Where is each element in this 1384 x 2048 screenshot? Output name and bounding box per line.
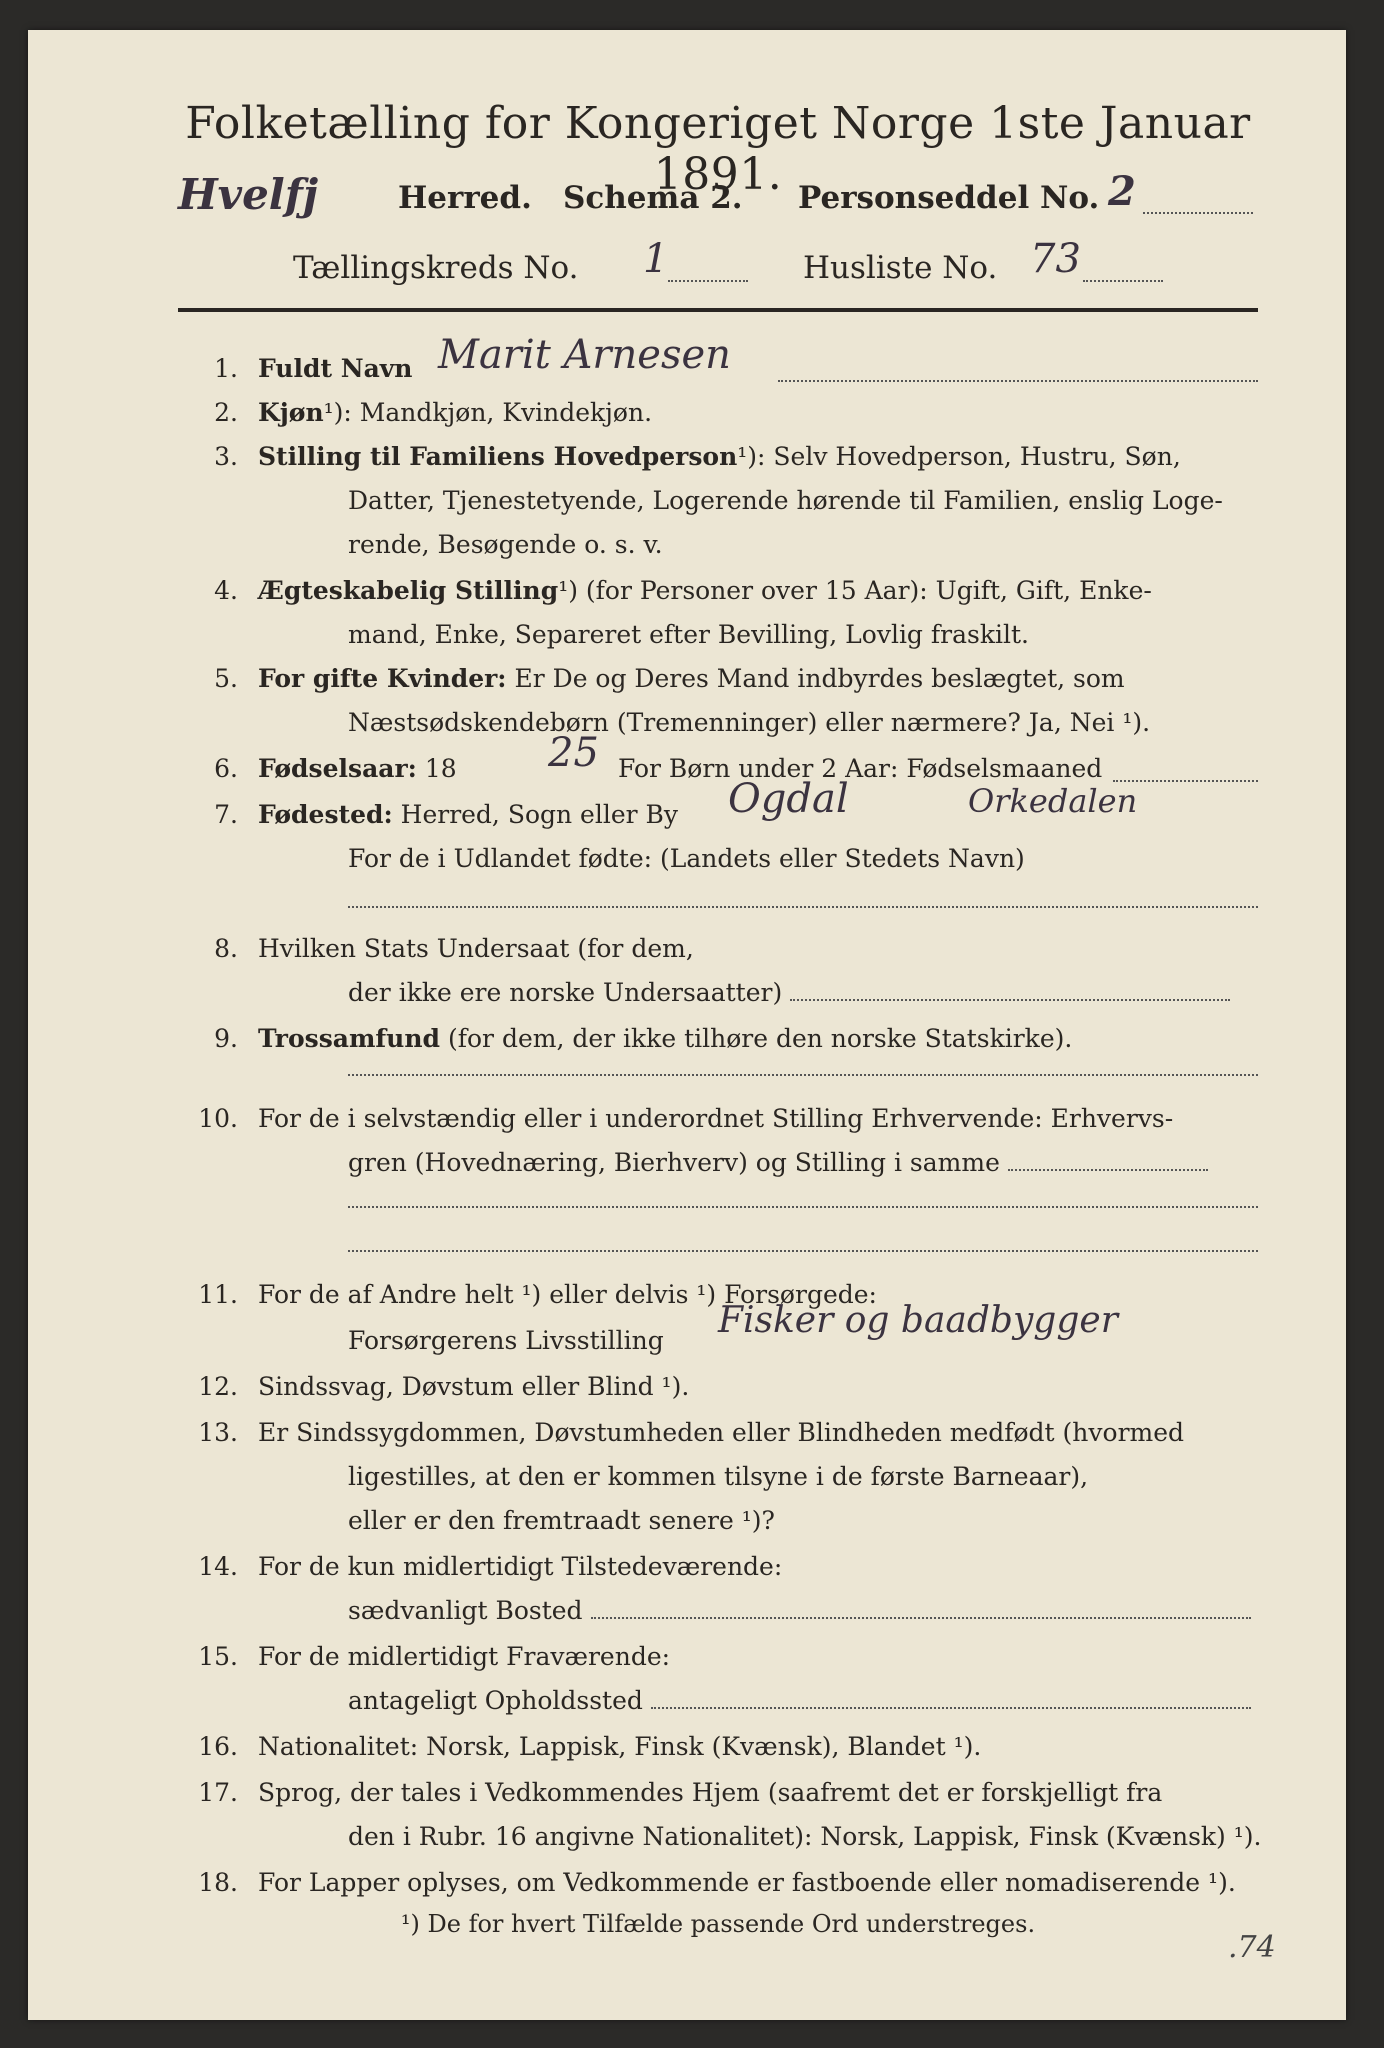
item-4-cont: mand, Enke, Separeret efter Bevilling, Lovlig fraskilt.: [348, 620, 1029, 649]
form-title: Folketælling for Kongeriget Norge 1ste Januar 1891.: [185, 98, 1251, 200]
dots: [778, 356, 1258, 382]
dots: [1008, 1145, 1208, 1171]
item-text: ¹) (for Personer over 15 Aar): Ugift, Gift, Enke-: [558, 576, 1152, 605]
item-8-cont-text: der ikke ere norske Undersaatter): [348, 978, 783, 1007]
item-text: 18: [424, 754, 457, 783]
item-number: 1.: [214, 354, 238, 383]
herred-label: Herred.: [398, 180, 532, 216]
full-name-answer: Marit Arnesen: [438, 332, 731, 378]
husliste-label: Husliste No.: [803, 250, 998, 286]
dots: [591, 1593, 1251, 1619]
personseddel-number: 2: [1108, 168, 1136, 215]
item-text: For de i selvstændig eller i underordnet Stilling Erhvervende: Erhvervs-: [258, 1104, 1174, 1133]
item-text: Sindssvag, Døvstum eller Blind ¹).: [258, 1372, 690, 1401]
item-number: 14.: [198, 1552, 238, 1581]
personseddel-label: Personseddel No.: [798, 180, 1100, 216]
item-number: 12.: [198, 1372, 238, 1401]
dots: [1113, 756, 1258, 782]
dotline: [348, 1074, 1258, 1076]
kreds-dots: [668, 256, 748, 282]
dots: [651, 1683, 1251, 1709]
item-number: 18.: [198, 1868, 238, 1897]
item-label: Fuldt Navn: [258, 354, 413, 383]
item-text: Er De og Deres Mand indbyrdes beslægtet, som: [514, 664, 1125, 693]
birthplace-answer: Ogdal: [728, 776, 849, 822]
item-3-cont2: rende, Besøgende o. s. v.: [348, 530, 663, 559]
item-text: For de af Andre helt ¹) eller delvis ¹) Forsørgede:: [258, 1280, 877, 1309]
birthplace-answer-2: Orkedalen: [968, 782, 1138, 820]
item-text: Sprog, der tales i Vedkommendes Hjem (saafremt det er forskjelligt fra: [258, 1778, 1163, 1807]
corner-mark: .74: [1228, 1930, 1276, 1965]
item-text: Hvilken Stats Undersaat (for dem,: [258, 934, 694, 963]
item-11-cont: Forsørgerens Livsstilling: [348, 1326, 664, 1355]
personseddel-dots: [1143, 188, 1253, 214]
item-label: For gifte Kvinder:: [258, 664, 507, 693]
item-label: Kjøn: [258, 398, 324, 427]
item-text: ¹): Mandkjøn, Kvindekjøn.: [323, 398, 653, 427]
item-number: 17.: [198, 1778, 238, 1807]
item-number: 8.: [214, 934, 238, 963]
item-label: Fødested:: [258, 800, 393, 829]
item-number: 13.: [198, 1418, 238, 1447]
item-number: 6.: [214, 754, 238, 783]
item-number: 9.: [214, 1024, 238, 1053]
dotline: [348, 1250, 1258, 1252]
item-14-cont: [348, 1590, 1278, 1632]
item-5-cont: Næstsødskendebørn (Tremenninger) eller nærmere? Ja, Nei ¹).: [348, 708, 1151, 737]
item-text: For de kun midlertidigt Tilstedeværende:: [258, 1552, 783, 1581]
item-label: Trossamfund: [258, 1024, 441, 1053]
dotline: [348, 906, 1258, 908]
item-number: 11.: [198, 1280, 238, 1309]
item-7-cont: For de i Udlandet fødte: (Landets eller Stedets Navn): [348, 844, 1025, 873]
item-number: 4.: [214, 576, 238, 605]
item-number: 7.: [214, 800, 238, 829]
item-14-cont-text: sædvanligt Bosted: [348, 1596, 583, 1625]
item-3-cont: Datter, Tjenestetyende, Logerende hørende til Familien, enslig Loge-: [348, 486, 1223, 515]
item-number: 16.: [198, 1732, 238, 1761]
item-text: For de midlertidigt Fraværende:: [258, 1642, 671, 1671]
dots: [790, 975, 1230, 1001]
item-number: 3.: [214, 442, 238, 471]
item-17-cont: den i Rubr. 16 angivne Nationalitet): Norsk, Lappisk, Finsk (Kvænsk) ¹).: [348, 1822, 1262, 1851]
item-text: (for dem, der ikke tilhøre den norske Statskirke).: [447, 1024, 1073, 1053]
husliste-number: 73: [1030, 236, 1081, 282]
item-13-cont2: eller er den fremtraadt senere ¹)?: [348, 1506, 775, 1535]
item-15-cont: [348, 1680, 1278, 1722]
item-15-cont-text: antageligt Opholdssted: [348, 1686, 643, 1715]
item-13-cont: ligestilles, at den er kommen tilsyne i de første Barneaar),: [348, 1462, 1089, 1491]
dotline: [348, 1206, 1258, 1208]
header-rule: [178, 308, 1258, 312]
kreds-number: 1: [643, 236, 669, 282]
husliste-dots: [1083, 256, 1163, 282]
item-8-cont: [348, 972, 1278, 1014]
item-text: Herred, Sogn eller By: [400, 800, 679, 829]
item-number: 2.: [214, 398, 238, 427]
kreds-label: Tællingskreds No.: [293, 250, 579, 286]
item-number: 15.: [198, 1642, 238, 1671]
birth-year-answer: 25: [548, 730, 599, 776]
herred-name: Hvelfj: [178, 170, 319, 219]
census-form: [28, 30, 1346, 2020]
item-10-cont: [348, 1142, 1278, 1184]
footnote: ¹) De for hvert Tilfælde passende Ord understreges.: [400, 1910, 1036, 1938]
item-text: ¹): Selv Hovedperson, Hustru, Søn,: [737, 442, 1181, 471]
item-text-2: For Børn under 2 Aar: Fødselsmaaned: [618, 754, 1103, 783]
item-text: For Lapper oplyses, om Vedkommende er fastboende eller nomadiserende ¹).: [258, 1868, 1236, 1897]
item-text: Nationalitet: Norsk, Lappisk, Finsk (Kvænsk), Blandet ¹).: [258, 1732, 982, 1761]
item-label: Stilling til Familiens Hovedperson: [258, 442, 738, 471]
item-label: Ægteskabelig Stilling: [258, 576, 559, 605]
provider-occupation-answer: Fisker og baadbygger: [718, 1300, 1118, 1341]
item-text: Er Sindssygdommen, Døvstumheden eller Blindheden medfødt (hvormed: [258, 1418, 1185, 1447]
schema-label: Schema 2.: [563, 180, 743, 216]
item-label: Fødselsaar:: [258, 754, 417, 783]
item-number: 5.: [214, 664, 238, 693]
item-number: 10.: [198, 1104, 238, 1133]
item-10-cont-text: gren (Hovednæring, Bierhverv) og Stilling i samme: [348, 1148, 1000, 1177]
